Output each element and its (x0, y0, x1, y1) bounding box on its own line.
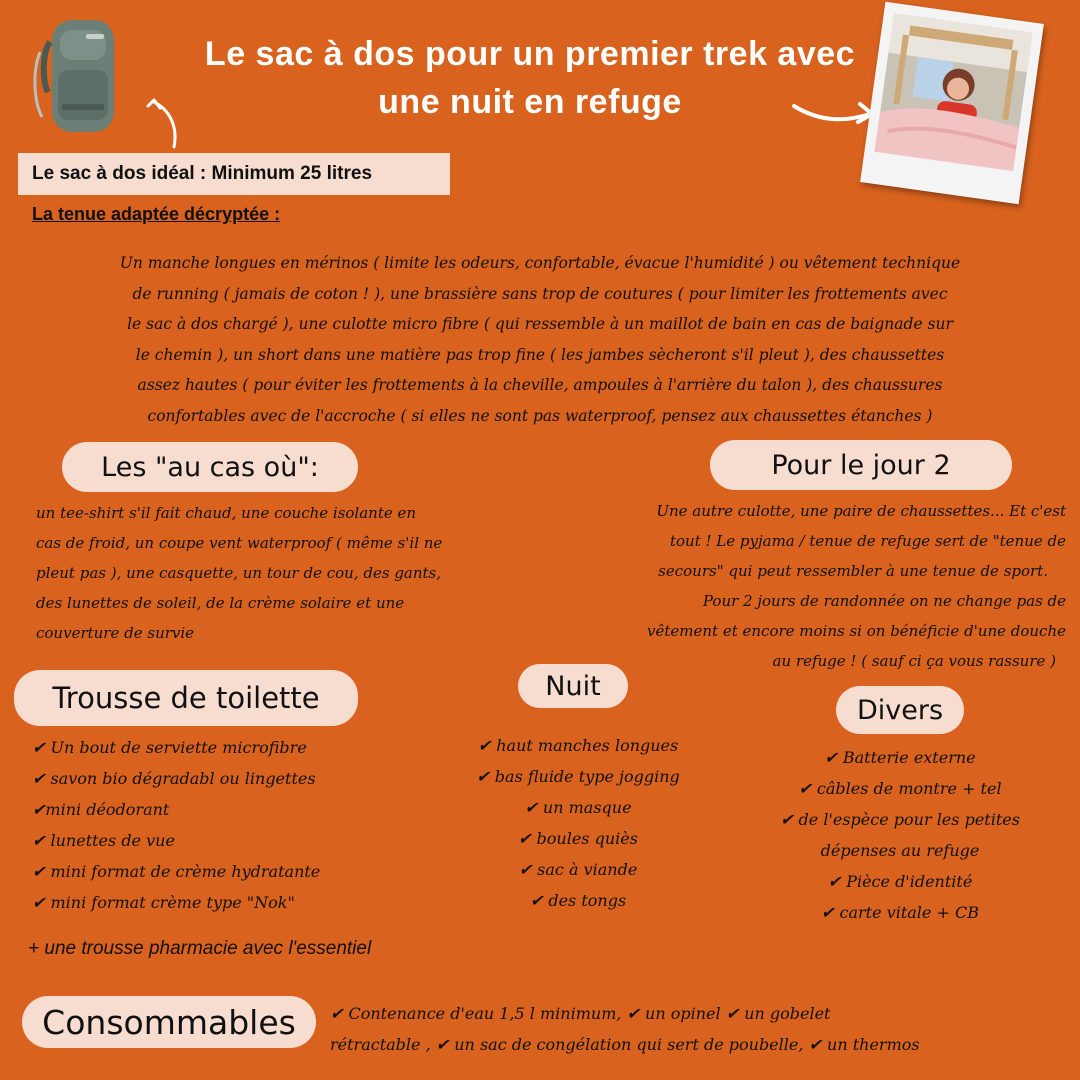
list-item: ✔ mini format crème type "Nok" (32, 893, 295, 912)
nuit-heading (518, 664, 628, 708)
tenue-line: de running ( jamais de coton ! ), une brassière sans trop de coutures ( pour limiter les frottements avec (132, 284, 948, 303)
list-item: ✔ haut manches longues (477, 736, 679, 755)
au-cas-ou-line: pleut pas ), une casquette, un tour de cou, des gants, (36, 564, 442, 582)
divers-heading-text: Divers (856, 694, 944, 726)
au-cas-ou-line: cas de froid, un coupe vent waterproof ( même s'il ne (36, 534, 443, 552)
divers-list (748, 742, 1052, 928)
list-item: ✔ sac à viande (518, 860, 638, 879)
list-item: ✔ carte vitale + CB (821, 903, 979, 922)
au-cas-ou-line: un tee-shirt s'il fait chaud, une couche isolante en (36, 504, 417, 522)
list-item: dépenses au refuge (820, 841, 980, 860)
list-item: ✔ Un bout de serviette microfibre (32, 738, 307, 757)
trousse-heading (14, 670, 358, 726)
tenue-heading: La tenue adaptée décryptée : (32, 204, 281, 224)
ideal-backpack-box (18, 153, 450, 195)
title-line-1: Le sac à dos pour un premier trek avec (204, 35, 856, 73)
list-item: ✔ un masque (524, 798, 632, 817)
tenue-line: le sac à dos chargé ), une culotte micro fibre ( qui ressemble à un maillot de bain en cas de baignade sur (127, 315, 953, 333)
arrow-right-icon (790, 92, 880, 132)
consommables-line: ✔ Contenance d'eau 1,5 l minimum, ✔ un opinel ✔ un gobelet (330, 1004, 831, 1023)
list-item: ✔ boules quiès (518, 829, 638, 848)
tenue-line: le chemin ), un short dans une matière pas trop fine ( les jambes sècheront s'il pleut ), des chaussettes (135, 345, 945, 364)
jour2-heading-text: Pour le jour 2 (771, 449, 951, 481)
divers-heading (836, 686, 964, 734)
refuge-photo-image (874, 13, 1032, 171)
jour2-line: vêtement et encore moins si on bénéficie d'une douche (647, 622, 1066, 640)
consommables-line: rétractable , ✔ un sac de congélation qui sert de poubelle, ✔ un thermos (330, 1035, 920, 1054)
jour2-line: au refuge ! ( sauf ci ça vous rassure ) (772, 652, 1056, 670)
au-cas-ou-line: couverture de survie (36, 624, 195, 642)
ideal-backpack-text: Le sac à dos idéal : Minimum 25 litres (32, 163, 373, 184)
jour2-line: Pour 2 jours de randonnée on ne change pas de (702, 592, 1066, 610)
tenue-line: Un manche longues en mérinos ( limite les odeurs, confortable, évacue l'humidité ) ou vêtement technique (119, 254, 961, 272)
list-item: ✔ câbles de montre + tel (798, 779, 1002, 798)
au-cas-ou-text (36, 498, 548, 648)
au-cas-ou-heading-text: Les "au cas où": (101, 451, 319, 483)
jour2-line: Une autre culotte, une paire de chaussettes... Et c'est (656, 502, 1066, 520)
au-cas-ou-line: des lunettes de soleil, de la crème solaire et une (36, 594, 405, 612)
list-item: ✔mini déodorant (32, 800, 170, 819)
list-item: ✔ savon bio dégradabl ou lingettes (32, 769, 316, 788)
consommables-heading (22, 996, 316, 1048)
list-item: ✔ des tongs (529, 891, 627, 910)
backpack-image (22, 12, 132, 137)
list-item: ✔ mini format de crème hydratante (32, 862, 321, 881)
jour2-text (556, 496, 1066, 676)
list-item: ✔ Pièce d'identité (827, 872, 973, 891)
tenue-line: confortables avec de l'accroche ( si elles ne sont pas waterproof, pensez aux chaussettes étanches ) (147, 406, 933, 425)
polaroid-photo (860, 2, 1044, 204)
tenue-line: assez hautes ( pour éviter les frottements à la cheville, ampoules à l'arrière du talon ), des chaussures (137, 376, 943, 394)
consommables-heading-text: Consommables (42, 1002, 296, 1042)
tenue-paragraph (20, 248, 1060, 431)
title-line-2: une nuit en refuge (378, 83, 682, 121)
list-item: ✔ bas fluide type jogging (476, 767, 680, 786)
consommables-text (330, 998, 1066, 1060)
list-item: ✔ lunettes de vue (32, 831, 175, 850)
jour2-heading (710, 440, 1012, 490)
nuit-heading-text: Nuit (545, 670, 601, 702)
trousse-extra: + une trousse pharmacie avec l'essentiel (28, 938, 372, 959)
au-cas-ou-heading (62, 442, 358, 492)
list-item: ✔ Batterie externe (824, 748, 976, 767)
nuit-list (440, 730, 716, 916)
trousse-list (32, 732, 320, 918)
list-item: ✔ de l'espèce pour les petites (780, 810, 1020, 829)
jour2-line: secours" qui peut ressembler à une tenue de sport. (658, 562, 1048, 580)
trousse-heading-text: Trousse de toilette (52, 681, 320, 715)
jour2-line: tout ! Le pyjama / tenue de refuge sert de "tenue de (669, 532, 1066, 550)
